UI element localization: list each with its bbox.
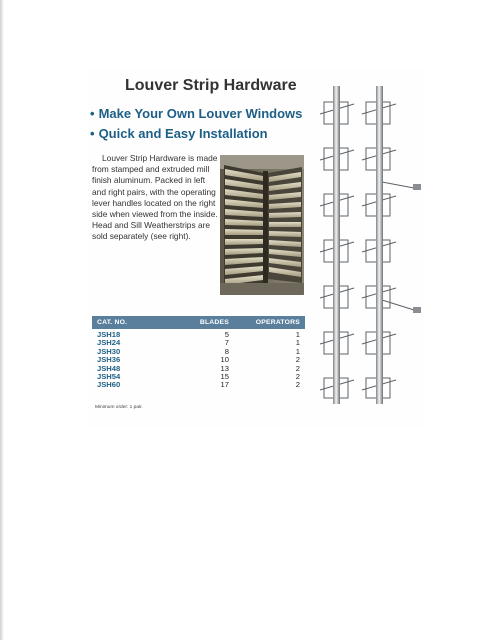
feature-text: Make Your Own Louver Windows [98, 106, 303, 121]
operators-cell: 1 [295, 330, 300, 339]
blades-cell: 17 [220, 380, 229, 390]
cat-no-cell: JSH48 [97, 363, 121, 373]
table-row [92, 365, 305, 373]
column-header-operators: OPERATORS [255, 319, 300, 326]
operators-cell: 1 [295, 338, 300, 348]
blades-cell: 5 [224, 330, 229, 339]
blades-cell: 13 [220, 363, 229, 373]
blades-cell: 7 [224, 338, 229, 348]
feature-bullet-1 [90, 106, 302, 121]
minimum-order-note: Minimum order: 1 pair. [95, 405, 143, 410]
cat-no-cell: JSH24 [97, 338, 121, 348]
table-row [92, 356, 305, 364]
cat-no-cell: JSH30 [97, 346, 121, 356]
feature-text: Quick and Easy Installation [98, 126, 268, 141]
table-row [92, 339, 305, 347]
page-title: Louver Strip Hardware [125, 77, 297, 94]
table-row [92, 331, 305, 339]
operators-cell: 2 [295, 371, 300, 381]
cat-no-cell: JSH60 [97, 380, 121, 390]
operators-cell: 2 [295, 355, 300, 365]
cat-no-cell: JSH36 [97, 355, 121, 365]
catalog-table [92, 316, 305, 390]
product-description: Louver Strip Hardware is made from stamped and extruded mill finish aluminum. Packed in left and right pairs, with the operating lever handles located on the right side when viewed from the inside. Head and Sill Weatherstrips are sold separately (see right). [92, 153, 218, 242]
blades-cell: 8 [224, 346, 229, 356]
cat-no-cell: JSH18 [97, 330, 121, 339]
operators-cell: 2 [295, 380, 300, 390]
table-header [92, 316, 305, 329]
blades-cell: 10 [220, 355, 229, 365]
bullet-dot-icon: • [90, 106, 95, 121]
louver-window-photo [220, 155, 304, 295]
operators-cell: 1 [295, 346, 300, 356]
bullet-dot-icon: • [90, 126, 95, 141]
operators-cell: 2 [295, 363, 300, 373]
louver-strip-hardware-illustration [310, 80, 425, 410]
cat-no-cell: JSH54 [97, 371, 121, 381]
column-header-cat-no: CAT. NO. [97, 319, 128, 326]
table-row [92, 381, 305, 389]
table-row [92, 348, 305, 356]
feature-bullet-2 [90, 126, 268, 141]
page-left-edge [0, 0, 4, 640]
blades-cell: 15 [220, 371, 229, 381]
column-header-blades: BLADES [199, 319, 229, 326]
table-row [92, 373, 305, 381]
